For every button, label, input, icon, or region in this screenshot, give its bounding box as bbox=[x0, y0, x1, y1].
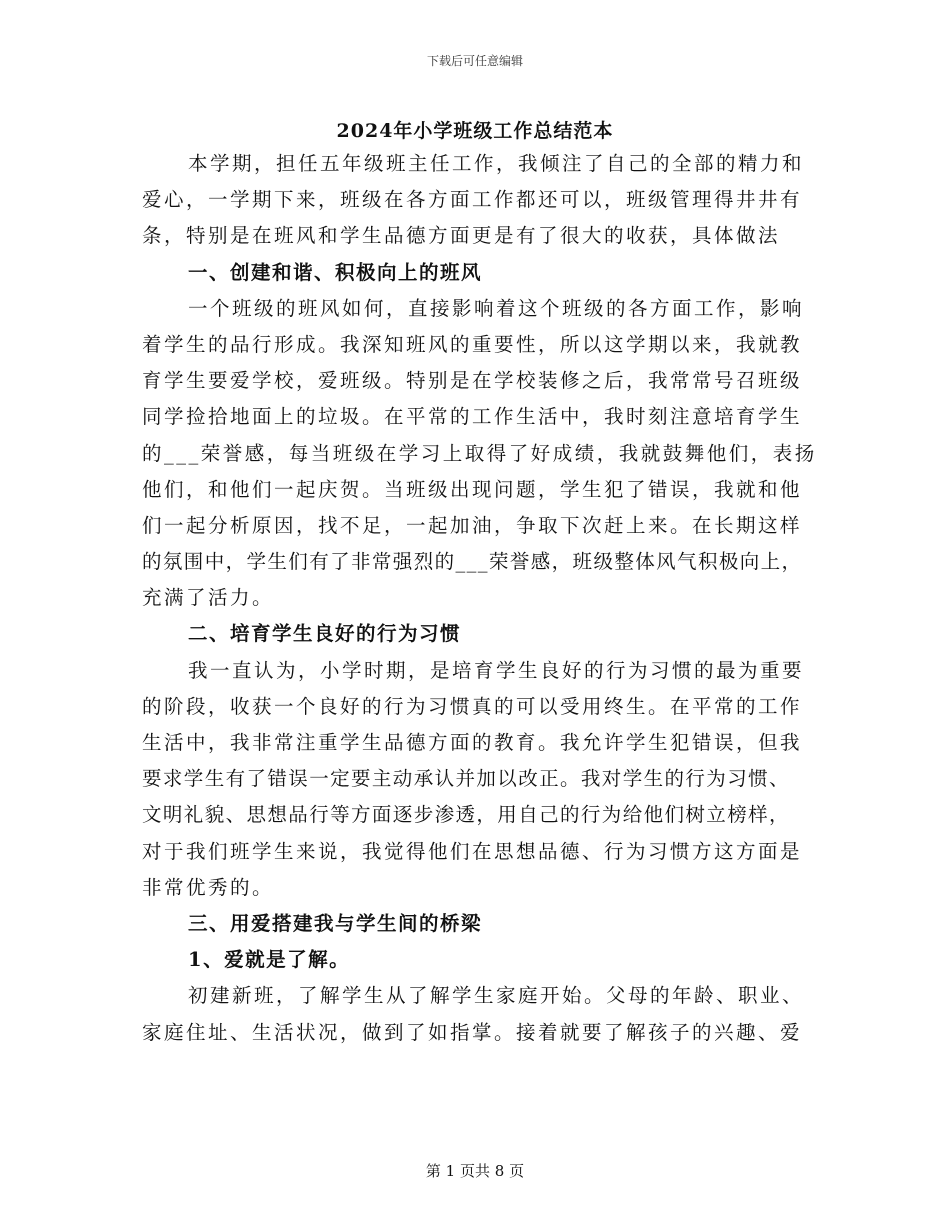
text-line: 我一直认为，小学时期，是培育学生良好的行为习惯的最为重要 bbox=[188, 658, 805, 682]
document-body bbox=[142, 146, 817, 1051]
section-heading: 一、创建和谐、积极向上的班风 bbox=[188, 260, 483, 284]
text-line: 初建新班，了解学生从了解学生家庭开始。父母的年龄、职业、 bbox=[188, 984, 805, 1008]
text-line: 的氛围中，学生们有了非常强烈的___荣誉感，班级整体风气积极向上， bbox=[142, 550, 803, 574]
text-line: 他们，和他们一起庆贺。当班级出现问题，学生犯了错误，我就和他 bbox=[142, 477, 803, 501]
text-line: 着学生的品行形成。我深知班风的重要性，所以这学期以来，我就教 bbox=[142, 332, 803, 356]
text-line: 的阶段，收获一个良好的行为习惯真的可以受用终生。在平常的工作 bbox=[142, 694, 803, 718]
page-header: 下载后可任意编辑 bbox=[426, 54, 523, 68]
text-line: 们一起分析原因，找不足，一起加油，争取下次赶上来。在长期这样 bbox=[142, 513, 803, 537]
text-line: 非常优秀的。 bbox=[142, 875, 275, 899]
text-line: 充满了活力。 bbox=[142, 586, 275, 610]
text-line: 文明礼貌、思想品行等方面逐步渗透，用自己的行为给他们树立榜样， bbox=[142, 803, 790, 827]
text-line: 本学期，担任五年级班主任工作，我倾注了自己的全部的精力和 bbox=[188, 152, 805, 175]
section-heading: 二、培育学生良好的行为习惯 bbox=[188, 622, 462, 646]
text-line: 对于我们班学生来说，我觉得他们在思想品德、行为习惯方这方面是 bbox=[142, 839, 803, 863]
text-line: 爱心，一学期下来，班级在各方面工作都还可以，班级管理得井井有 bbox=[142, 188, 803, 212]
text-line: 同学捡拾地面上的垃圾。在平常的工作生活中，我时刻注意培育学生 bbox=[142, 405, 803, 429]
text-line: 要求学生有了错误一定要主动承认并加以改正。我对学生的行为习惯、 bbox=[142, 767, 790, 791]
text-line: 一个班级的班风如何，直接影响着这个班级的各方面工作，影响 bbox=[188, 296, 805, 320]
text-line: 生活中，我非常注重学生品德方面的教育。我允许学生犯错误，但我 bbox=[142, 731, 803, 754]
text-line: 家庭住址、生活状况，做到了如指掌。接着就要了解孩子的兴趣、爱 bbox=[142, 1020, 803, 1044]
text-line: 条，特别是在班风和学生品德方面更是有了很大的收获，具体做法 bbox=[142, 224, 781, 248]
section-heading: 三、用爱搭建我与学生间的桥梁 bbox=[188, 911, 483, 935]
text-line: 的___荣誉感，每当班级在学习上取得了好成绩，我就鼓舞他们，表扬 bbox=[142, 441, 817, 465]
page-footer: 第 1 页共 8 页 bbox=[425, 1162, 525, 1180]
document-title: 2024年小学班级工作总结范本 bbox=[336, 120, 614, 142]
text-line: 育学生要爱学校，爱班级。特别是在学校装修之后，我常常号召班级 bbox=[142, 369, 803, 393]
section-heading: 1、爱就是了解。 bbox=[188, 948, 351, 972]
